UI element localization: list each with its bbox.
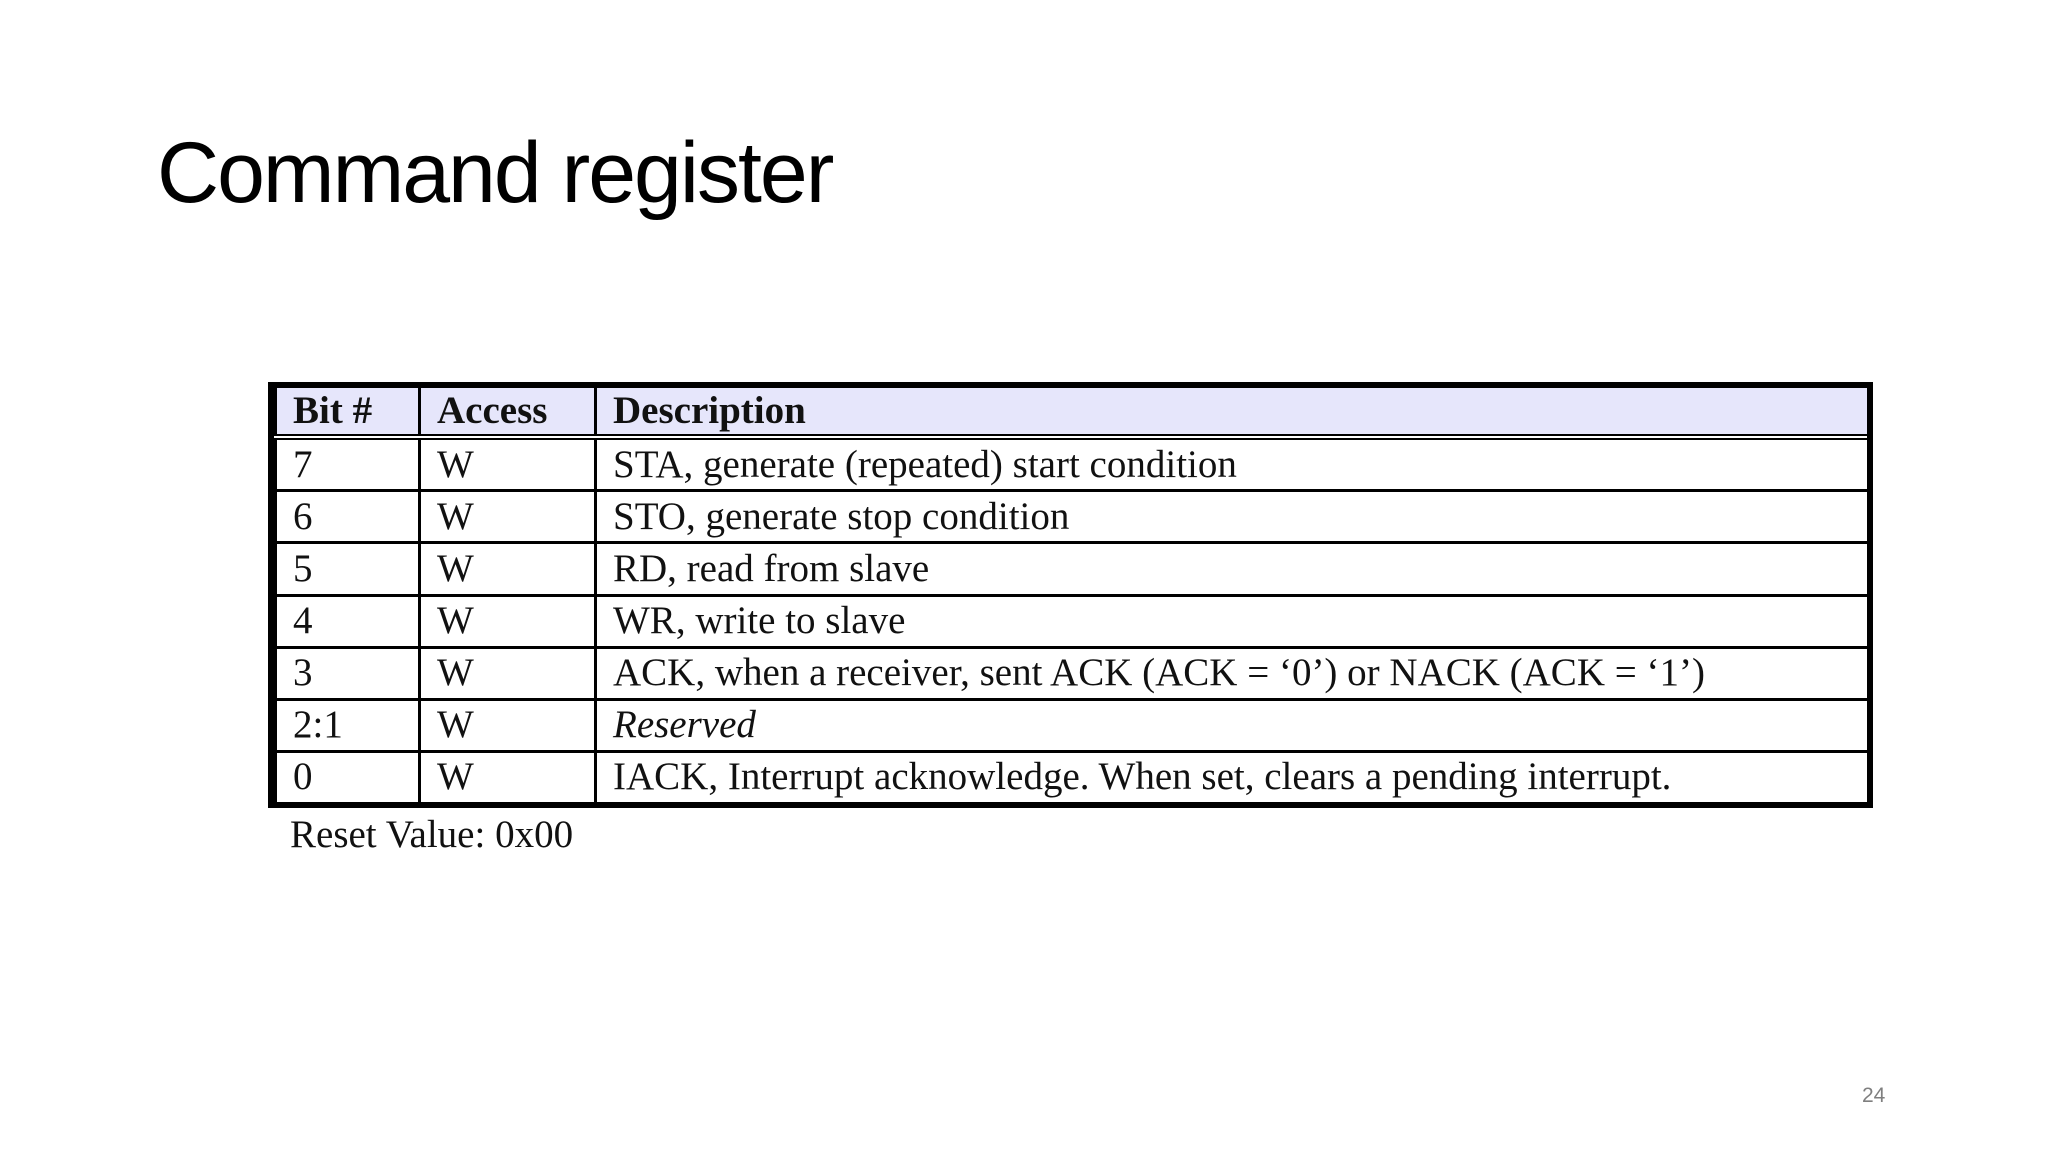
table-header-row — [276, 388, 1868, 437]
register-table-frame — [268, 382, 1873, 808]
cell-description: STA, generate (repeated) start condition — [596, 437, 1868, 491]
table-row — [276, 491, 1868, 543]
table-row — [276, 437, 1868, 491]
cell-access: W — [420, 491, 596, 543]
cell-bit: 0 — [276, 751, 420, 802]
cell-access: W — [420, 699, 596, 751]
cell-description: WR, write to slave — [596, 595, 1868, 647]
cell-access: W — [420, 595, 596, 647]
cell-bit: 5 — [276, 543, 420, 595]
table-row — [276, 595, 1868, 647]
cell-access: W — [420, 751, 596, 802]
cell-access: W — [420, 647, 596, 699]
table-row — [276, 751, 1868, 802]
table-row — [276, 647, 1868, 699]
slide-title: Command register — [157, 125, 833, 221]
cell-description: ACK, when a receiver, sent ACK (ACK = ‘0’) or NACK (ACK = ‘1’) — [596, 647, 1868, 699]
header-bit: Bit # — [276, 388, 420, 437]
cell-description: RD, read from slave — [596, 543, 1868, 595]
cell-bit: 3 — [276, 647, 420, 699]
cell-bit: 2:1 — [276, 699, 420, 751]
table-row — [276, 699, 1868, 751]
cell-description: Reserved — [596, 699, 1868, 751]
reset-value-caption: Reset Value: 0x00 — [290, 813, 574, 856]
page-number: 24 — [1862, 1084, 1886, 1107]
cell-description: STO, generate stop condition — [596, 491, 1868, 543]
cell-bit: 7 — [276, 437, 420, 491]
cell-access: W — [420, 437, 596, 491]
table-row — [276, 543, 1868, 595]
cell-bit: 4 — [276, 595, 420, 647]
header-description: Description — [596, 388, 1868, 437]
command-register-table — [274, 388, 1867, 802]
cell-bit: 6 — [276, 491, 420, 543]
cell-access: W — [420, 543, 596, 595]
cell-description: IACK, Interrupt acknowledge. When set, clears a pending interrupt. — [596, 751, 1868, 802]
header-access: Access — [420, 388, 596, 437]
